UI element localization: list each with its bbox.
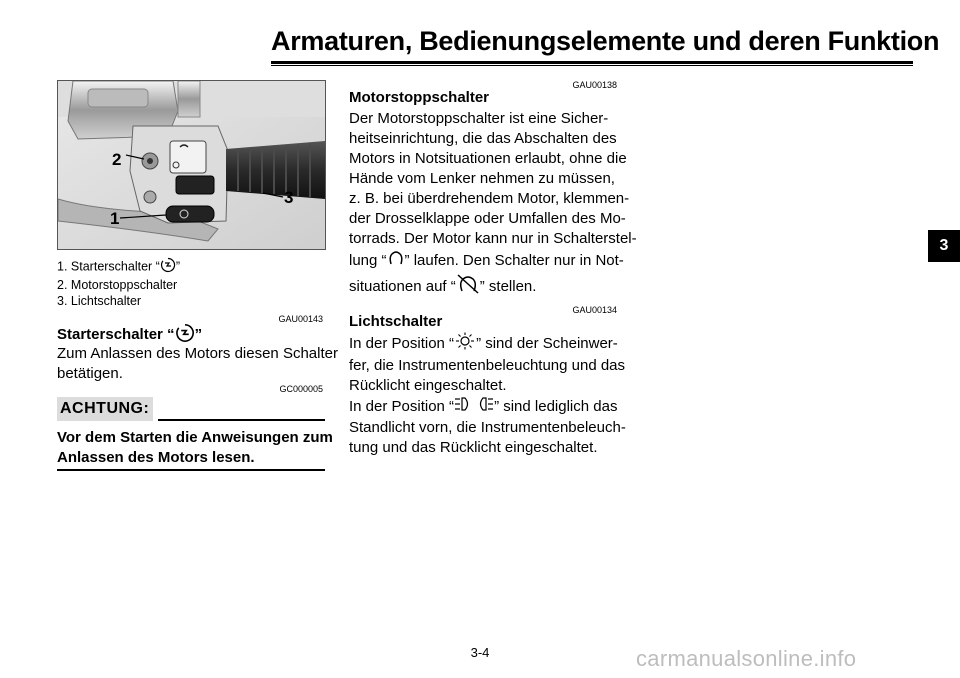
warning-rule bbox=[158, 419, 325, 421]
callout-1: 1 bbox=[110, 209, 120, 228]
callout-3: 3 bbox=[284, 188, 294, 207]
watermark: carmanualsonline.info bbox=[636, 646, 857, 671]
chapter-tab: 3 bbox=[928, 230, 960, 262]
figure-legend bbox=[57, 257, 180, 309]
handlebar-switch-illustration bbox=[58, 81, 325, 249]
page-title: Armaturen, Bedienungselemente und deren Funktion bbox=[271, 26, 940, 56]
legend-item-3: 3. Lichtschalter bbox=[57, 294, 142, 308]
licht-code: GAU00134 bbox=[572, 305, 617, 315]
motorstopp-code: GAU00138 bbox=[572, 80, 617, 90]
warning-code: GC000005 bbox=[279, 384, 323, 394]
warning-text: Vor dem Starten die Anweisungen zum Anlassen des Motors lesen. bbox=[57, 429, 333, 466]
page-number: 3-4 bbox=[470, 645, 490, 660]
starter-heading: Starterschalter “ ” bbox=[57, 323, 202, 347]
stop-icon bbox=[456, 273, 480, 301]
run-icon bbox=[387, 249, 405, 273]
warning-label: ACHTUNG: bbox=[60, 400, 150, 417]
motorstopp-body: Der Motorstoppschalter ist eine Sicher- heitseinrichtung, die das Abschalten des Motors in Notsituationen erlaubt, ohne die Hände vom Lenker nehmen zu müssen, z. B. bei überdrehendem Motor, klemmen- der Drosselklappe oder Umfallen des Mo- torrads. Der Motor kann nur in Schalterstel- lung “ ” laufen. Den Schalter nur in Not- situationen auf “ ” stellen. bbox=[349, 109, 637, 301]
motorstopp-heading: Motorstoppschalter bbox=[349, 89, 490, 106]
parking-light-icon bbox=[454, 396, 494, 418]
legend-item-2: 2. Motorstoppschalter bbox=[57, 278, 178, 292]
title-rule-thin bbox=[271, 65, 913, 66]
section-code: GAU00143 bbox=[278, 314, 323, 324]
starter-icon bbox=[160, 257, 176, 277]
licht-heading: Lichtschalter bbox=[349, 313, 443, 330]
handlebar-switch-photo bbox=[57, 80, 326, 250]
headlight-icon bbox=[454, 332, 476, 356]
starter-body: Zum Anlassen des Motors diesen Schalter betätigen. bbox=[57, 345, 338, 382]
warning-bottom-rule bbox=[57, 469, 325, 471]
title-rule bbox=[271, 61, 913, 64]
legend-item-1: 1. Starterschalter “ ” bbox=[57, 257, 180, 277]
licht-body: In der Position “ ” sind der Scheinwer- fer, die Instrumentenbeleuchtung und das Rücklicht eingeschaltet. In der Position “ ” sind lediglich das Standlicht vorn, die Instrumentenbeleuch- tung und das Rücklicht eingeschaltet. bbox=[349, 332, 626, 458]
callout-2: 2 bbox=[112, 150, 122, 169]
